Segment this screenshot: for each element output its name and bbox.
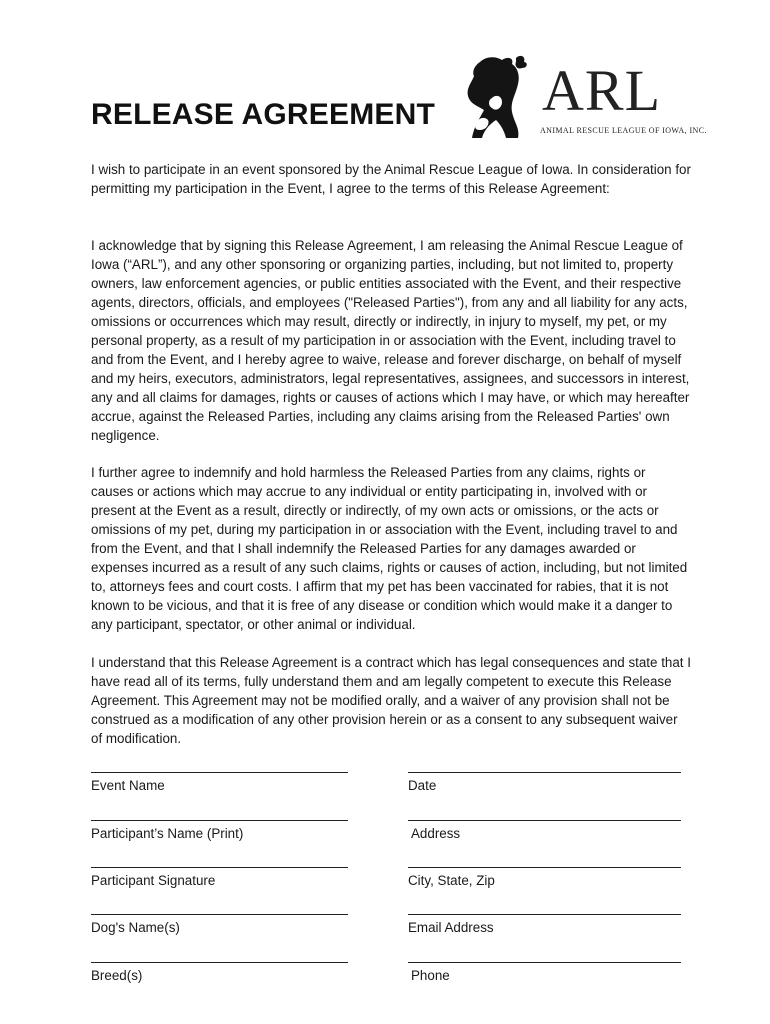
event-name-label: Event Name (91, 778, 165, 793)
paragraph-intro (91, 160, 691, 198)
arl-logo (462, 54, 707, 144)
city-state-zip-line[interactable] (408, 867, 681, 868)
email-address-line[interactable] (408, 914, 681, 915)
dog-name-label: Dog's Name(s) (91, 920, 180, 935)
paragraph-text: I understand that this Release Agreement is a contract which has legal consequences and state that I have read all of its terms, fully understand them and am legally competent to execute this Release Agreement. This Agreement may not be modified orally, and a waiver of any provision shall not be construed as a modification of any other provision herein or as a consent to any subsequent waiver of modification. (91, 655, 691, 746)
address-line[interactable] (408, 820, 681, 821)
breed-line[interactable] (91, 962, 348, 963)
logo-subtitle: ANIMAL RESCUE LEAGUE OF IOWA, INC. (540, 126, 707, 135)
date-label: Date (408, 778, 437, 793)
email-address-label: Email Address (408, 920, 494, 935)
address-label: Address (411, 826, 461, 841)
event-name-line[interactable] (91, 772, 348, 773)
dog-name-line[interactable] (91, 914, 348, 915)
paragraph-contract (91, 653, 691, 748)
date-line[interactable] (408, 772, 681, 773)
horse-dog-cat-logo-icon (462, 54, 544, 144)
logo-text: ARL (542, 58, 661, 123)
phone-line[interactable] (408, 962, 681, 963)
participant-name-label: Participant’s Name (Print) (91, 826, 244, 841)
paragraph-indemnify (91, 463, 691, 634)
paragraph-text: I further agree to indemnify and hold harmless the Released Parties from any claims, rights or causes or actions which may accrue to any individual or entity participating in, involved with or present at the Event as a result, directly or indirectly, of my own acts or omissions, or the acts or omissions of my pet, during my participation in or association with the Event, including travel to and from the Event, and that I shall indemnify the Released Parties for any damages awarded or expenses incurred as a result of any such claims, rights or causes of action, including, but not limited to, attorneys fees and court costs. I affirm that my pet has been vaccinated for rabies, that it is not known to be vicious, and that it is free of any disease or condition which would make it a danger to any participant, spectator, or other animal or individual. (91, 465, 688, 632)
city-state-zip-label: City, State, Zip (408, 873, 495, 888)
paragraph-text: I acknowledge that by signing this Release Agreement, I am releasing the Animal Rescue League of Iowa (“ARL”), and any other sponsoring or organizing parties, including, but not limited to, property owners, law enforcement agencies, or public entities associated with the Event, and their respective agents, directors, officials, and employees ("Released Parties"), from any and all liability for any acts, omissions or occurrences which may result, directly or indirectly, in injury to myself, my pet, or my personal property, as a result of my participation in or association with the Event, including travel to and from the Event, and I hereby agree to waive, release and forever discharge, on behalf of myself and my heirs, executors, administrators, legal representatives, assignees, and successors in interest, any and all claims for damages, rights or causes of actions which I may have, or which may hereafter accrue, against the Released Parties, including any claims arising from the Released Parties' own negligence. (91, 238, 690, 443)
participant-name-line[interactable] (91, 820, 348, 821)
document-title: RELEASE AGREEMENT (91, 98, 435, 131)
breed-label: Breed(s) (91, 968, 143, 983)
participant-signature-label: Participant Signature (91, 873, 216, 888)
paragraph-text: I wish to participate in an event sponsored by the Animal Rescue League of Iowa. In consideration for permitting my participation in the Event, I agree to the terms of this Release Agreement: (91, 162, 691, 196)
paragraph-release (91, 236, 691, 445)
participant-signature-line[interactable] (91, 867, 348, 868)
phone-label: Phone (411, 968, 450, 983)
